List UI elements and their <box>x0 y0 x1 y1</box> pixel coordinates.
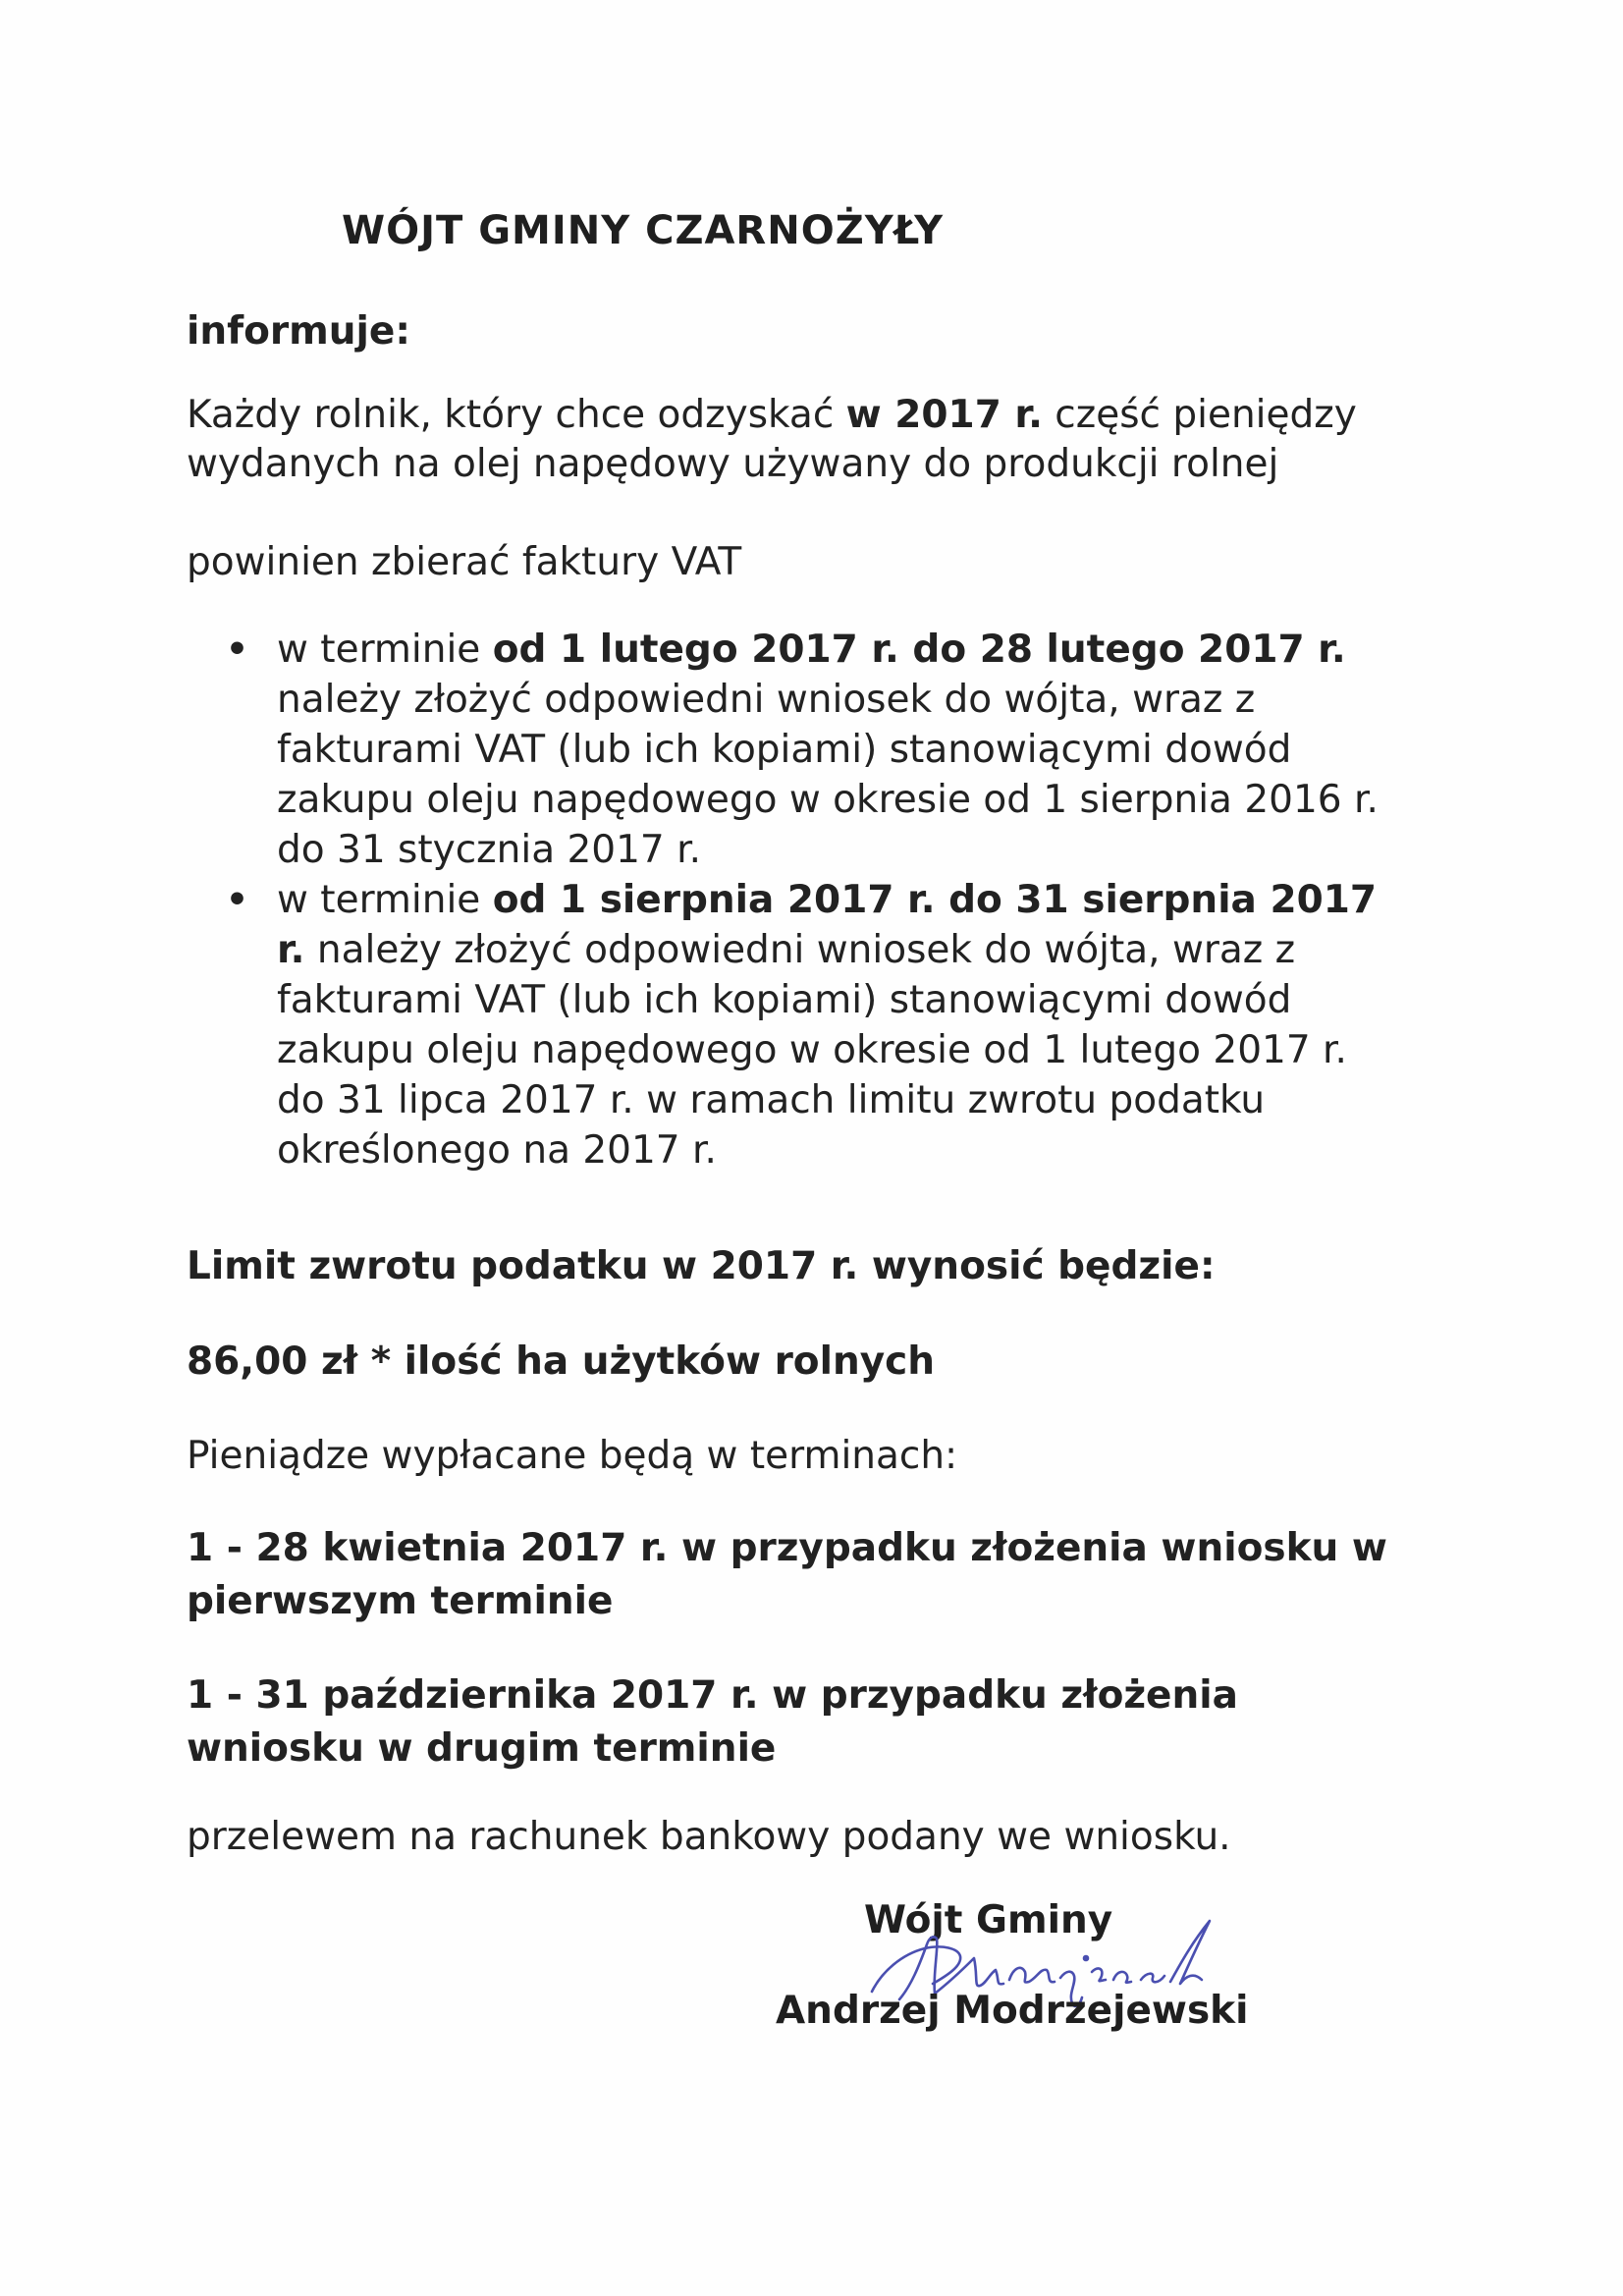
intro-label: informuje: <box>187 309 410 354</box>
list-item-line: fakturami VAT (lub ich kopiami) stanowiącymi dowód <box>277 978 1292 1022</box>
payout-term-line: pierwszym terminie <box>187 1579 614 1623</box>
list-item-line: należy złożyć odpowiedni wniosek do wójta, wraz z <box>277 678 1256 722</box>
list-item-line: do 31 stycznia 2017 r. <box>277 828 701 872</box>
paragraph-intro-text-c: część pieniędzy <box>1042 393 1357 437</box>
list-item-line <box>277 925 1453 975</box>
signature-stroke <box>1092 1969 1106 1982</box>
list-item-line: fakturami VAT (lub ich kopiami) stanowiącymi dowód <box>277 728 1292 772</box>
payout-term-second <box>187 1669 1238 1776</box>
limit-formula: 86,00 zł * ilość ha użytków rolnych <box>187 1339 936 1384</box>
list-item-line: określonego na 2017 r. <box>277 1128 717 1173</box>
bullet-dot-icon: • <box>226 629 249 670</box>
paragraph-intro-line1 <box>187 391 1357 440</box>
list-item-line: zakupu oleju napędowego w okresie od 1 sierpnia 2016 r. <box>277 778 1379 822</box>
list-item-deadline-end: r. <box>277 928 305 972</box>
list-item-first-term <box>226 625 1453 875</box>
list-item-second-term <box>226 875 1453 1175</box>
signature-stroke <box>1009 1968 1055 1983</box>
paragraph-intro-line2: wydanych na olej napędowy używany do produkcji rolnej <box>187 442 1279 486</box>
paragraph-intro <box>187 391 1357 489</box>
payout-term-line: wniosku w drugim terminie <box>187 1726 777 1771</box>
paragraph-invoices: powinien zbierać faktury VAT <box>187 540 742 584</box>
list-item-line <box>277 625 1453 675</box>
paragraph-intro-year: w 2017 r. <box>845 393 1043 437</box>
list-item-line: zakupu oleju napędowego w okresie od 1 lutego 2017 r. <box>277 1028 1347 1072</box>
limit-heading: Limit zwrotu podatku w 2017 r. wynosić będzie: <box>187 1244 1216 1288</box>
list-item-line <box>277 875 1453 925</box>
signature-stroke <box>1084 1956 1088 1960</box>
list-item-text: w terminie <box>277 628 493 672</box>
payout-term-first <box>187 1522 1387 1628</box>
signatory-name: Andrzej Modrzejewski <box>776 1989 1249 2033</box>
payout-term-line: 1 - 28 kwietnia 2017 r. w przypadku złożenia wniosku w <box>187 1526 1387 1570</box>
signature-stroke <box>1141 1974 1164 1983</box>
signature-stroke <box>1170 1921 1210 1984</box>
list-item-deadline: od 1 lutego 2017 r. do 28 lutego 2017 r. <box>492 628 1346 672</box>
list-item-line: do 31 lipca 2017 r. w ramach limitu zwrotu podatku <box>277 1078 1266 1122</box>
signature-stroke <box>1113 1972 1131 1983</box>
list-item-text: w terminie <box>277 878 493 922</box>
deadline-list <box>226 625 1453 1175</box>
list-item-text: należy złożyć odpowiedni wniosek do wójta, wraz z <box>304 928 1296 972</box>
signatory-role: Wójt Gminy <box>864 1898 1113 1942</box>
document-title: WÓJT GMINY CZARNOŻYŁY <box>342 208 945 253</box>
payout-intro: Pieniądze wypłacane będą w terminach: <box>187 1434 958 1478</box>
payout-term-line: 1 - 31 października 2017 r. w przypadku złożenia <box>187 1673 1238 1718</box>
payout-method: przelewem na rachunek bankowy podany we wniosku. <box>187 1815 1231 1859</box>
list-item-deadline: od 1 sierpnia 2017 r. do 31 sierpnia 2017 <box>492 878 1377 922</box>
bullet-dot-icon: • <box>226 880 249 920</box>
paragraph-intro-text-a: Każdy rolnik, który chce odzyskać <box>187 393 846 437</box>
